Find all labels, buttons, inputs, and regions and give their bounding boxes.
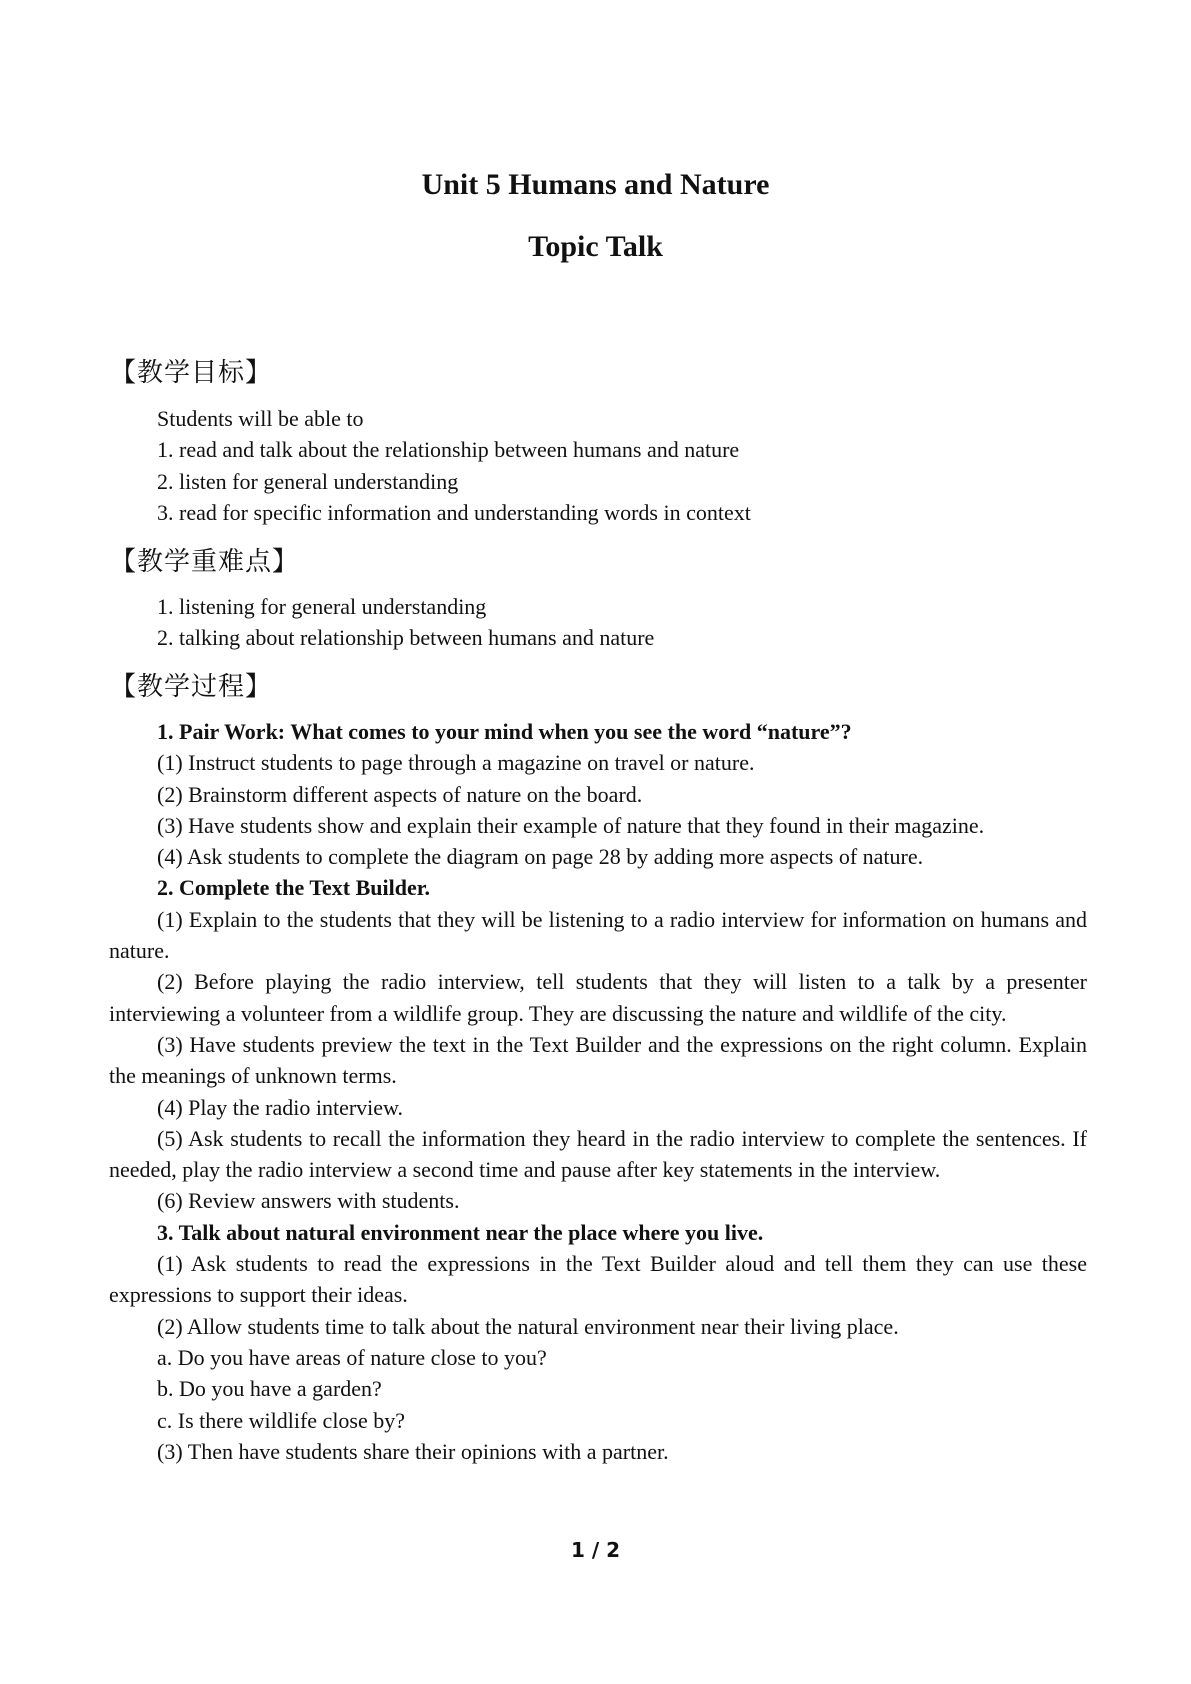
step-item: (6) Review answers with students. bbox=[157, 1188, 460, 1214]
step-item: (4) Play the radio interview. bbox=[157, 1094, 403, 1120]
step-item: (1) Explain to the students that they will be listening to a radio interview for information on humans and nature. bbox=[109, 906, 1087, 964]
step-item: (2) Allow students time to talk about the natural environment near their living place. bbox=[157, 1313, 899, 1339]
step-item: (3) Have students show and explain their example of nature that they found in their magazine. bbox=[157, 812, 985, 838]
step-item: (3) Have students preview the text in the Text Builder and the expressions on the right column. Explain the meanings of unknown terms. bbox=[109, 1031, 1087, 1089]
document-subtitle: Topic Talk bbox=[528, 230, 663, 263]
question-item: b. Do you have a garden? bbox=[157, 1376, 382, 1402]
page-number: 1 / 2 bbox=[570, 1538, 621, 1562]
document-title: Unit 5 Humans and Nature bbox=[421, 168, 770, 201]
step-item: (2) Brainstorm different aspects of nature on the board. bbox=[157, 781, 643, 807]
step-title: 2. Complete the Text Builder. bbox=[157, 875, 430, 901]
key-point-item: 1. listening for general understanding bbox=[157, 594, 487, 619]
objective-item: 3. read for specific information and understanding words in context bbox=[157, 499, 751, 525]
key-point-item: 2. talking about relationship between humans and nature bbox=[157, 625, 655, 651]
objective-item: 1. read and talk about the relationship between humans and nature bbox=[157, 437, 740, 463]
objective-item: 2. listen for general understanding bbox=[157, 468, 459, 494]
step-title: 1. Pair Work: What comes to your mind when you see the word “nature”? bbox=[157, 719, 852, 744]
step-item: (5) Ask students to recall the information they heard in the radio interview to complete the sentences. If needed, play the radio interview a second time and pause after key statements in the interview. bbox=[109, 1125, 1087, 1183]
step-item: (2) Before playing the radio interview, tell students that they will listen to a talk by a presenter interviewing a volunteer from a wildlife group. They are discussing the nature and wildlife of the city. bbox=[109, 969, 1087, 1026]
question-item: c. Is there wildlife close by? bbox=[157, 1407, 406, 1433]
process-heading: 【教学过程】 bbox=[110, 672, 273, 702]
step-item: (1) Instruct students to page through a magazine on travel or nature. bbox=[157, 750, 755, 776]
process-section bbox=[109, 716, 1087, 1467]
objectives-intro: Students will be able to bbox=[157, 406, 364, 431]
objectives-section bbox=[109, 403, 1087, 528]
objectives-heading: 【教学目标】 bbox=[110, 358, 273, 388]
question-item: a. Do you have areas of nature close to you? bbox=[157, 1344, 547, 1370]
step-item: (4) Ask students to complete the diagram on page 28 by adding more aspects of nature. bbox=[157, 844, 924, 870]
key-points-section bbox=[109, 591, 1087, 654]
step-item: (1) Ask students to read the expressions in the Text Builder aloud and tell them they can use these expressions to support their ideas. bbox=[109, 1251, 1087, 1308]
step-title: 3. Talk about natural environment near the place where you live. bbox=[157, 1219, 764, 1245]
key-points-heading: 【教学重难点】 bbox=[110, 547, 300, 577]
step-item: (3) Then have students share their opinions with a partner. bbox=[157, 1438, 669, 1464]
